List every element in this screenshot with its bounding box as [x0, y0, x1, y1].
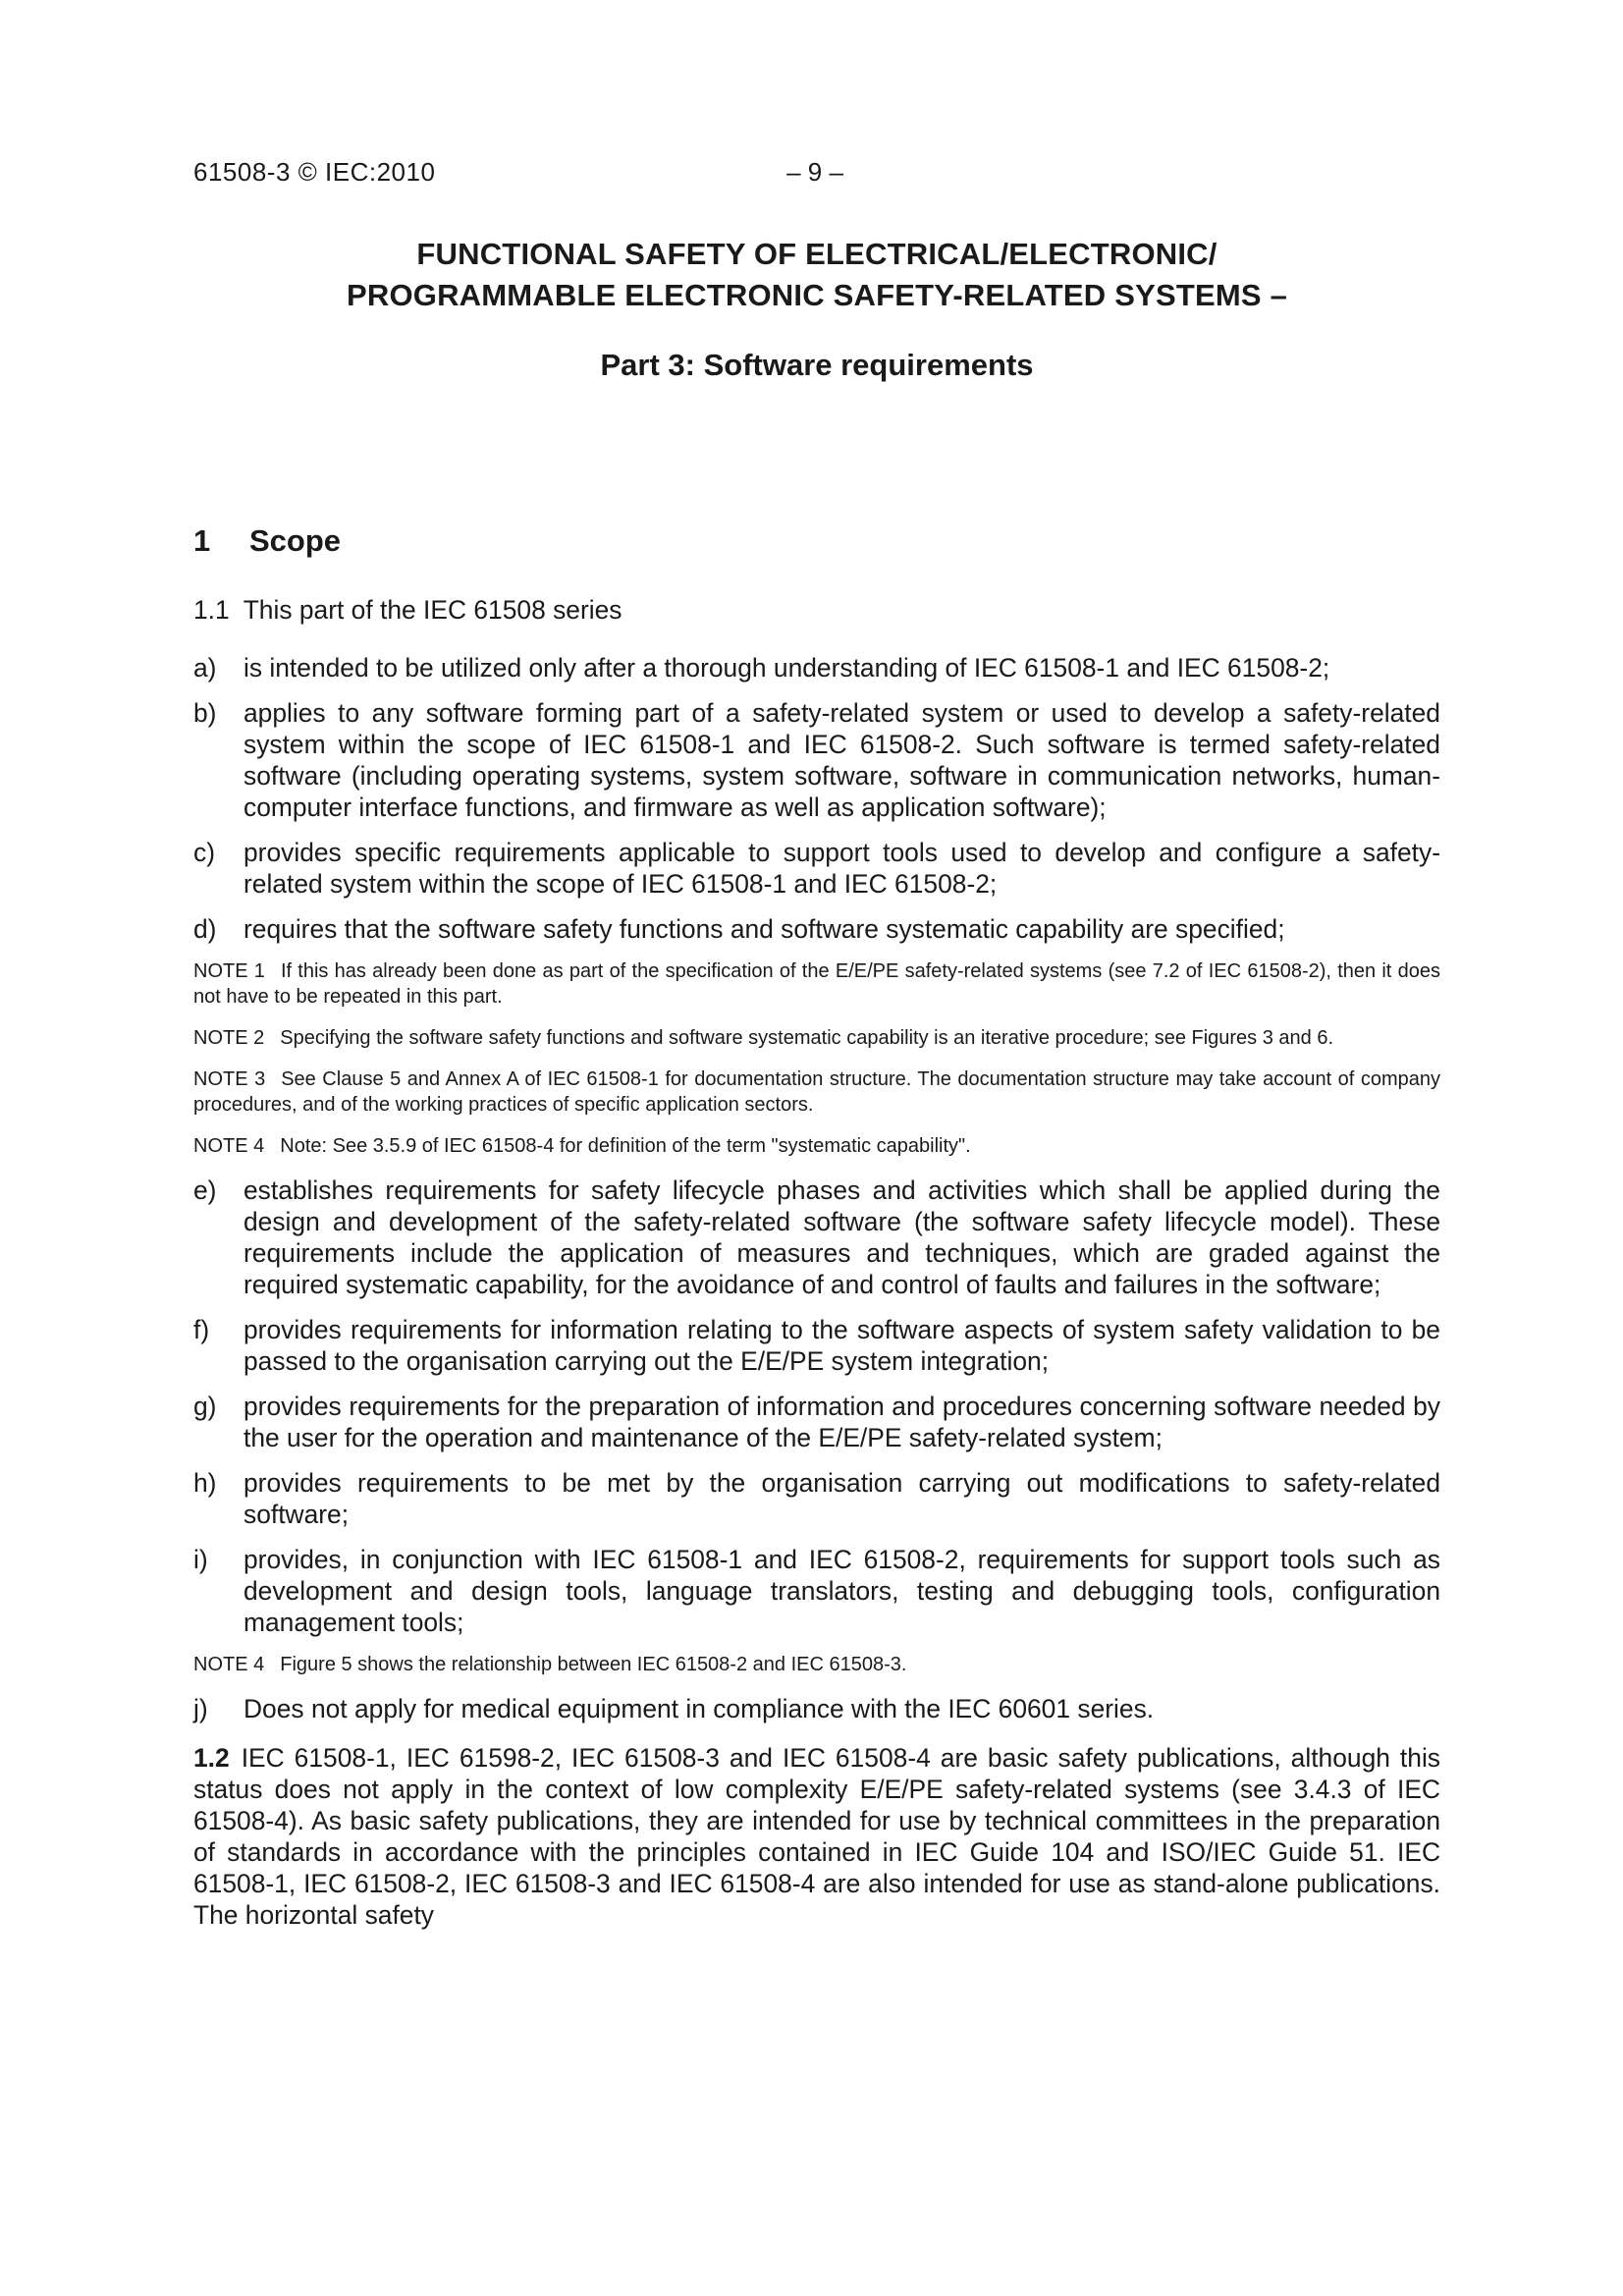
list-text: applies to any software forming part of a safety-related system or used to develop a safety-related system within the scope of IEC 61508-1 and IEC 61508-2. Such software is termed safety-related software (including operating systems, system software, software in communication networks, human-computer interface functions, and firmware as well as application software); [243, 698, 1440, 822]
list-label: e) [193, 1175, 217, 1205]
list-label: f) [193, 1315, 210, 1344]
note-3 [193, 1066, 1440, 1118]
list-text: Does not apply for medical equipment in compliance with the IEC 60601 series. [243, 1694, 1155, 1723]
note-label: NOTE 1 [193, 960, 265, 982]
section-number: 1 [193, 523, 211, 558]
note-4 [193, 1133, 1440, 1159]
list-item-g [193, 1391, 1440, 1453]
list-label: d) [193, 914, 217, 944]
title-line-1: FUNCTIONAL SAFETY OF ELECTRICAL/ELECTRONIC/ [416, 237, 1217, 271]
note-label: NOTE 3 [193, 1068, 266, 1090]
page-number: – 9 – [786, 157, 843, 187]
note-figure-5 [193, 1652, 1440, 1677]
list-item-j [193, 1693, 1440, 1724]
list-item-f [193, 1314, 1440, 1377]
list-item-c [193, 837, 1440, 900]
part-title: Part 3: Software requirements [600, 348, 1034, 382]
list-text: provides, in conjunction with IEC 61508-1 and IEC 61508-2, requirements for support tools such as development and design tools, language translators, testing and debugging tools, configuration management tools; [243, 1545, 1440, 1637]
list-text: provides specific requirements applicable to support tools used to develop and configure a safety-related system within the scope of IEC 61508-1 and IEC 61508-2; [243, 838, 1440, 899]
list-item-h [193, 1467, 1440, 1530]
title-line-2: PROGRAMMABLE ELECTRONIC SAFETY-RELATED SYSTEMS – [346, 278, 1288, 312]
list-item-i [193, 1544, 1440, 1638]
list-item-e [193, 1175, 1440, 1300]
list-label: j) [193, 1694, 208, 1723]
note-text: Specifying the software safety functions and software systematic capability is an iterative procedure; see Figures 3 and 6. [280, 1027, 1334, 1049]
list-text: provides requirements to be met by the organisation carrying out modifications to safety-related software; [243, 1468, 1440, 1529]
list-label: a) [193, 653, 217, 683]
clause-text: This part of the IEC 61508 series [243, 595, 622, 625]
section-heading [193, 523, 341, 559]
list-item-a [193, 652, 1440, 683]
note-1 [193, 958, 1440, 1010]
section-title: Scope [249, 523, 342, 558]
document-reference: 61508-3 © IEC:2010 [193, 157, 436, 187]
list-label: i) [193, 1545, 208, 1574]
list-text: establishes requirements for safety lifecycle phases and activities which shall be applied during the design and development of the safety-related software (the software safety lifecycle model). These requirements include the application of measures and techniques, which are graded against the required systematic capability, for the avoidance of and control of faults and failures in the software; [243, 1175, 1440, 1299]
list-text: provides requirements for information relating to the software aspects of system safety validation to be passed to the organisation carrying out the E/E/PE system integration; [243, 1315, 1440, 1376]
list-text: is intended to be utilized only after a thorough understanding of IEC 61508-1 and IEC 61508-2; [243, 653, 1330, 683]
list-text: requires that the software safety functions and software systematic capability are specified; [243, 914, 1285, 944]
clause-text: IEC 61508-1, IEC 61598-2, IEC 61508-3 and IEC 61508-4 are basic safety publications, although this status does not apply in the context of low complexity E/E/PE safety-related systems (see 3.4.3 of IEC 61508-4). As basic safety publications, they are intended for use by technical committees in the preparation of standards in accordance with the principles contained in IEC Guide 104 and ISO/IEC Guide 51. IEC 61508-1, IEC 61508-2, IEC 61508-3 and IEC 61508-4 are also intended for use as stand-alone publications. The horizontal safety [193, 1743, 1440, 1930]
note-text: If this has already been done as part of the specification of the E/E/PE safety-related systems (see 7.2 of IEC 61508-2), then it does not have to be repeated in this part. [193, 960, 1440, 1008]
clause-1-2 [193, 1742, 1440, 1931]
list-label: g) [193, 1392, 217, 1421]
note-text: Note: See 3.5.9 of IEC 61508-4 for definition of the term "systematic capability". [280, 1135, 971, 1157]
note-label: NOTE 2 [193, 1027, 265, 1049]
list-text: provides requirements for the preparation of information and procedures concerning software needed by the user for the operation and maintenance of the E/E/PE safety-related system; [243, 1392, 1440, 1452]
list-label: h) [193, 1468, 217, 1498]
note-text: Figure 5 shows the relationship between IEC 61508-2 and IEC 61508-3. [280, 1654, 907, 1675]
note-2 [193, 1025, 1440, 1051]
clause-number: 1.2 [193, 1743, 230, 1773]
note-text: See Clause 5 and Annex A of IEC 61508-1 for documentation structure. The documentation structure may take account of company procedures, and of the working practices of specific application sectors. [193, 1068, 1440, 1116]
clause-number: 1.1 [193, 595, 230, 625]
note-label: NOTE 4 [193, 1135, 265, 1157]
clause-1-1 [193, 594, 1440, 626]
list-label: b) [193, 698, 217, 728]
document-body [193, 594, 1440, 1946]
document-title [193, 234, 1440, 316]
list-item-d [193, 913, 1440, 945]
note-label: NOTE 4 [193, 1654, 265, 1675]
list-item-b [193, 697, 1440, 823]
list-label: c) [193, 838, 215, 867]
